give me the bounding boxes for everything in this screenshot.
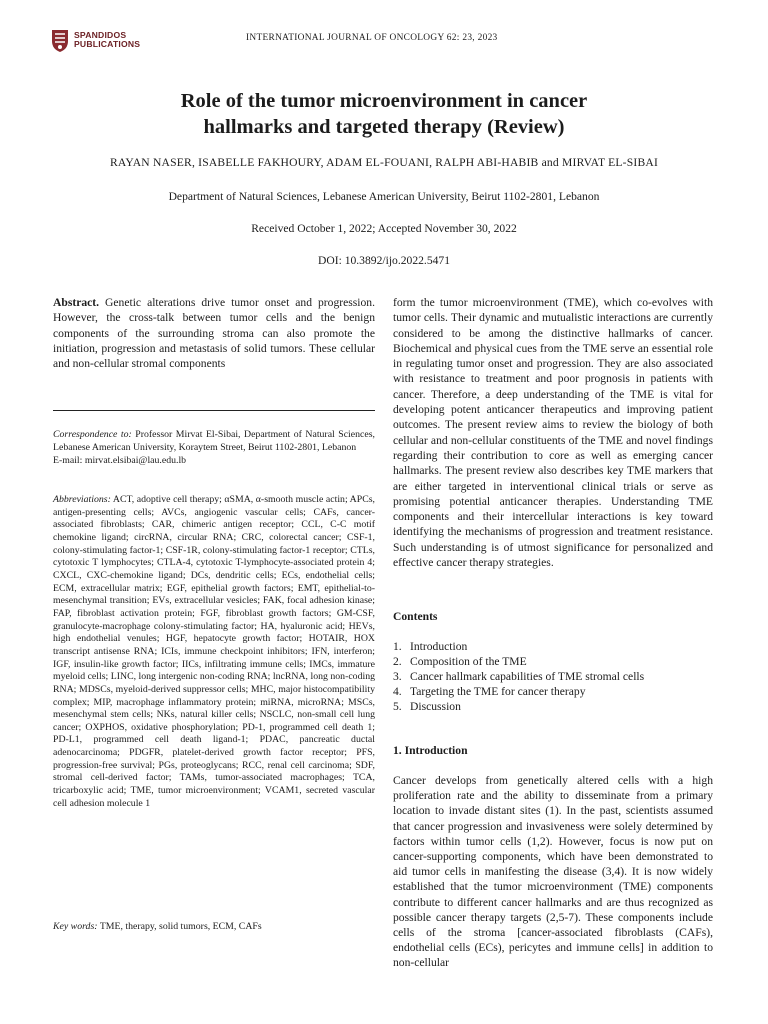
toc-item <box>393 669 644 684</box>
title-line-2: hallmarks and targeted therapy (Review) <box>203 116 565 138</box>
correspondence-text: Professor Mirvat El-Sibai, Department of Natural Sciences, Lebanese American University, Koraytem Street, Beirut 1102-2801, Lebanon <box>53 429 375 453</box>
toc-item-number: 3. <box>393 670 402 683</box>
keywords-label: Key words: <box>53 921 98 932</box>
toc-item-label: Targeting the TME for cancer therapy <box>410 685 586 698</box>
spandidos-crest-icon <box>50 27 70 53</box>
abstract-left-text: Genetic alterations drive tumor onset and progression. However, the cross-talk between tumor cells and the benign components of the surrounding stroma can also promote the initiation, progression and metastasis of solid tumors. These cellular and non-cellular stromal components <box>53 296 375 371</box>
title-line-1: Role of the tumor microenvironment in cancer <box>180 90 588 112</box>
toc-item-number: 1. <box>393 640 402 653</box>
abstract-right-column <box>393 295 713 570</box>
abbreviations-note <box>53 494 375 810</box>
toc-item <box>393 684 644 699</box>
correspondence-label: Correspondence to: <box>53 429 132 440</box>
abstract-left-column <box>53 295 375 371</box>
running-head: INTERNATIONAL JOURNAL OF ONCOLOGY 62: 23, 2023 <box>246 33 498 43</box>
abstract-part-1 <box>53 295 375 371</box>
affiliation: Department of Natural Sciences, Lebanese American University, Beirut 1102-2801, Lebanon <box>168 190 600 203</box>
table-of-contents <box>393 639 644 714</box>
abbreviations-text: ACT, adoptive cell therapy; αSMA, α-smooth muscle actin; APCs, antigen-presenting cells; AVCs, angiogenic vascular cells; CAFs, cancer-associated fibroblasts; CAR, chimeric antigen receptor; CCL, C-C motif chemokine ligand; circRNA, circular RNA; CRC, colorectal cancer; CSF-1, colony-stimulating factor-1; CSF-1R, colony-stimulating factor-1 receptor; CTLs, cytotoxic T lymphocytes; CTLA-4, cytotoxic T-lymphocyte-associated protein 4; CXCL, CXC-chemokine ligand; DCs, dendritic cells; ECs, endothelial cells; ECM, extracellular matrix; EGF, epithelial growth factors; EMT, epithelial-to-mesenchymal transition; EVs, extracellular vesicles; FAK, focal adhesion kinase; FAP, fibroblast activation protein; FGF, fibroblast growth factors; GM-CSF, granulocyte-macrophage colony-stimulating factor; HA, hyaluronic acid; HEVs, high endothelial venules; HGF, hepatocyte growth factor; HOTAIR, HOX transcript antisense RNA; ICIs, immune checkpoint inhibitors; IFN, interferon; IGF, insulin-like growth factor; IICs, infiltrating immune cells; IMCs, immature myeloid cells; LINC, long intergenic non-coding RNA; lncRNA, long non-coding RNA; MDSCs, myeloid-derived suppressor cells; MHC, major histocompatibility complex; MIP, macrophage inflammatory protein; miRNA, microRNA; MSCs, mesenchymal stem cells; NKs, natural killer cells; NSCLC, non-small cell lung cancer; OXPHOS, oxidative phosphorylation; PD-1, programmed cell death 1; PD-L1, programmed cell death ligand-1; PDAC, pancreatic ductal adenocarcinoma; PDGFR, platelet-derived growth factor receptor; PFS, progression-free survival; PGs, proteoglycans; RCC, renal cell carcinoma; SDF, stromal cell-derived factor; TAMs, tumor-associated macrophages; TCA, tricarboxylic acid; TME, tumor microenvironment; VCAM1, secreted vascular cell adhesion molecule 1 <box>53 494 376 809</box>
toc-item-number: 2. <box>393 655 402 668</box>
received-accepted-dates: Received October 1, 2022; Accepted November 30, 2022 <box>251 222 517 235</box>
toc-item <box>393 654 644 669</box>
publisher-name-line2: PUBLICATIONS <box>74 39 141 49</box>
toc-item <box>393 699 644 714</box>
correspondence-email: E-mail: mirvat.elsibai@lau.edu.lb <box>53 454 187 466</box>
article-title <box>0 88 768 140</box>
footnote-divider <box>53 410 375 411</box>
publisher-logo <box>50 27 140 53</box>
author-list: RAYAN NASER, ISABELLE FAKHOURY, ADAM EL-FOUANI, RALPH ABI-HABIB and MIRVAT EL-SIBAI <box>109 156 659 169</box>
abstract-label: Abstract. <box>53 296 100 309</box>
toc-item-number: 5. <box>393 700 402 713</box>
toc-item-label: Cancer hallmark capabilities of TME stromal cells <box>410 670 645 683</box>
contents-heading: Contents <box>393 610 438 623</box>
doi: DOI: 10.3892/ijo.2022.5471 <box>317 254 451 267</box>
abstract-part-2: form the tumor microenvironment (TME), which co-evolves with tumor cells. Their dynamic and mutualistic interactions are currently considered to be among the distinctive hallmarks of cancer. Biochemical and physical cues from the TME serve an essential role in regulating tumor onset and progression. They are also associated with resistance to treatment and poor prognosis in patients with cancer. Therefore, a deep understanding of the TME is vital for developing potent anticancer therapeutics and improving patient outcomes. The present review aims to review the biology of both cellular and non-cellular constituents of the TME and novel findings regarding their contribution to core as well as emerging cancer hallmarks. The present review also describes key TME markers that are either targeted in interventional clinical trials or serve as promising potential anticancer therapies. Understanding TME components and their intercellular interactions is key toward identifying the mechanisms of progression and treatment resistance. Such understanding is of utmost significance for personalized and effective cancer therapy strategies. <box>393 296 713 570</box>
toc-item-number: 4. <box>393 685 402 698</box>
toc-item-label: Discussion <box>410 700 461 713</box>
abbreviations-label: Abbreviations: <box>53 494 111 505</box>
publisher-name-line1: SPANDIDOS <box>74 29 127 40</box>
correspondence-note <box>53 429 375 468</box>
introduction-text: Cancer develops from genetically altered cells with a high proliferation rate and the ability to disseminate from a primary location to invade distant sites (1). In the past, scientists assumed that cancer progression and invasiveness were solely determined by factors within tumor cells (1,2). However, focus is now put on cancer-supporting components, which have been demonstrated to aid tumor cells in manifesting the disease (3,4). It is now widely established that the tumor microenvironment (TME) components contribute to different cancer hallmarks and are thus recognized as possible cancer therapy targets (2,5-7). These components include cells of the stroma [cancer-associated fibroblasts (CAFs), endothelial cells (ECs), pericytes and immune cells] in addition to non-cellular <box>393 774 713 970</box>
toc-item-label: Introduction <box>410 640 468 653</box>
toc-item <box>393 639 644 654</box>
keywords-note <box>53 921 375 934</box>
introduction-heading: 1. Introduction <box>393 744 468 757</box>
keywords-text: TME, therapy, solid tumors, ECM, CAFs <box>99 921 262 932</box>
publisher-name <box>74 31 140 50</box>
toc-item-label: Composition of the TME <box>410 655 527 668</box>
